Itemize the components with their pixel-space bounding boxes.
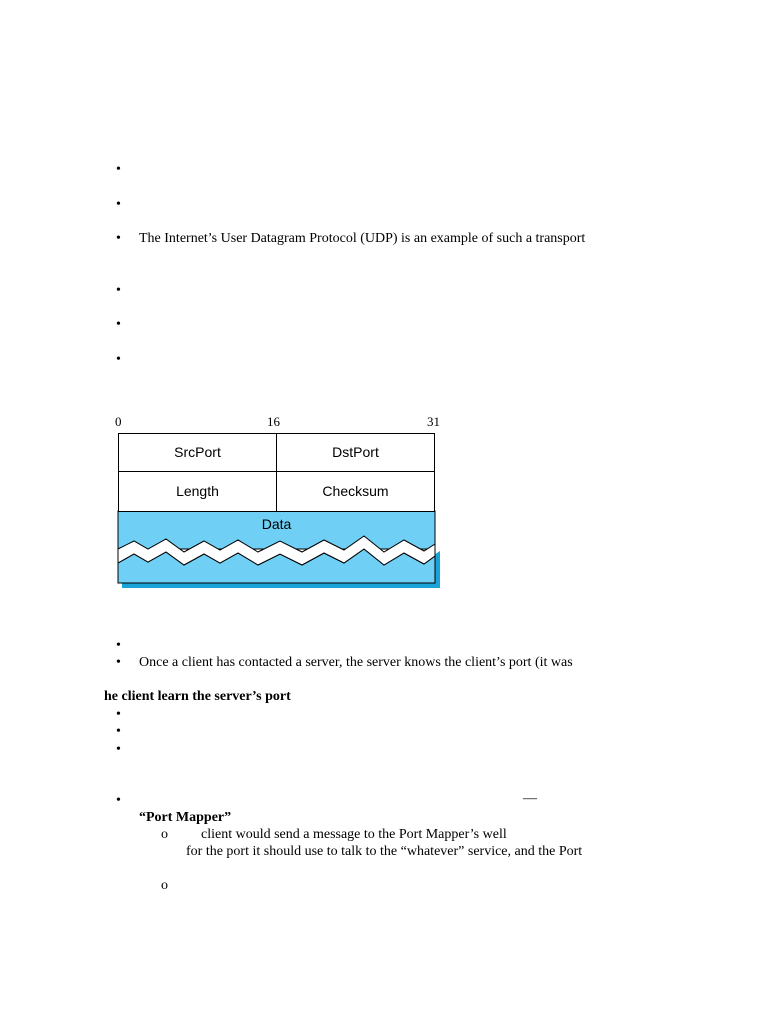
sub-bullet-2: o — [161, 878, 168, 893]
bullet-5: • — [116, 317, 121, 332]
ruler-label-start: 0 — [115, 414, 122, 429]
ruler-label-end: 31 — [427, 414, 440, 429]
bullet-2: • — [116, 197, 121, 212]
ruler-label-mid: 16 — [267, 414, 280, 429]
src-port-cell: SrcPort — [118, 433, 277, 472]
bullet-9: • — [116, 707, 121, 722]
bullet-11: • — [116, 742, 121, 757]
sub-bullet-1: o — [161, 827, 168, 842]
checksum-cell: Checksum — [276, 471, 435, 512]
data-label: Data — [261, 516, 292, 532]
bullet-3: • — [116, 231, 121, 246]
bullet-10: • — [116, 724, 121, 739]
section-heading: he client learn the server’s port — [104, 689, 291, 704]
udp-example-text: The Internet’s User Datagram Protocol (UDP) is an example of such a transport — [139, 231, 586, 246]
port-mapper-line-2: for the port it should use to talk to the “whatever” service, and the Port — [186, 844, 583, 859]
bullet-6: • — [116, 352, 121, 367]
client-contacted-text: Once a client has contacted a server, the server knows the client’s port (it was — [139, 655, 573, 670]
port-mapper-line-1: client would send a message to the Port Mapper’s well — [201, 827, 507, 842]
port-mapper-title: “Port Mapper” — [139, 810, 232, 825]
length-cell: Length — [118, 471, 277, 512]
bullet-1: • — [116, 162, 121, 177]
bullet-8: • — [116, 655, 121, 670]
bullet-12: • — [116, 793, 121, 808]
bullet-4: • — [116, 283, 121, 298]
dst-port-cell: DstPort — [276, 433, 435, 472]
em-dash: — — [523, 791, 537, 806]
bullet-7: • — [116, 638, 121, 653]
